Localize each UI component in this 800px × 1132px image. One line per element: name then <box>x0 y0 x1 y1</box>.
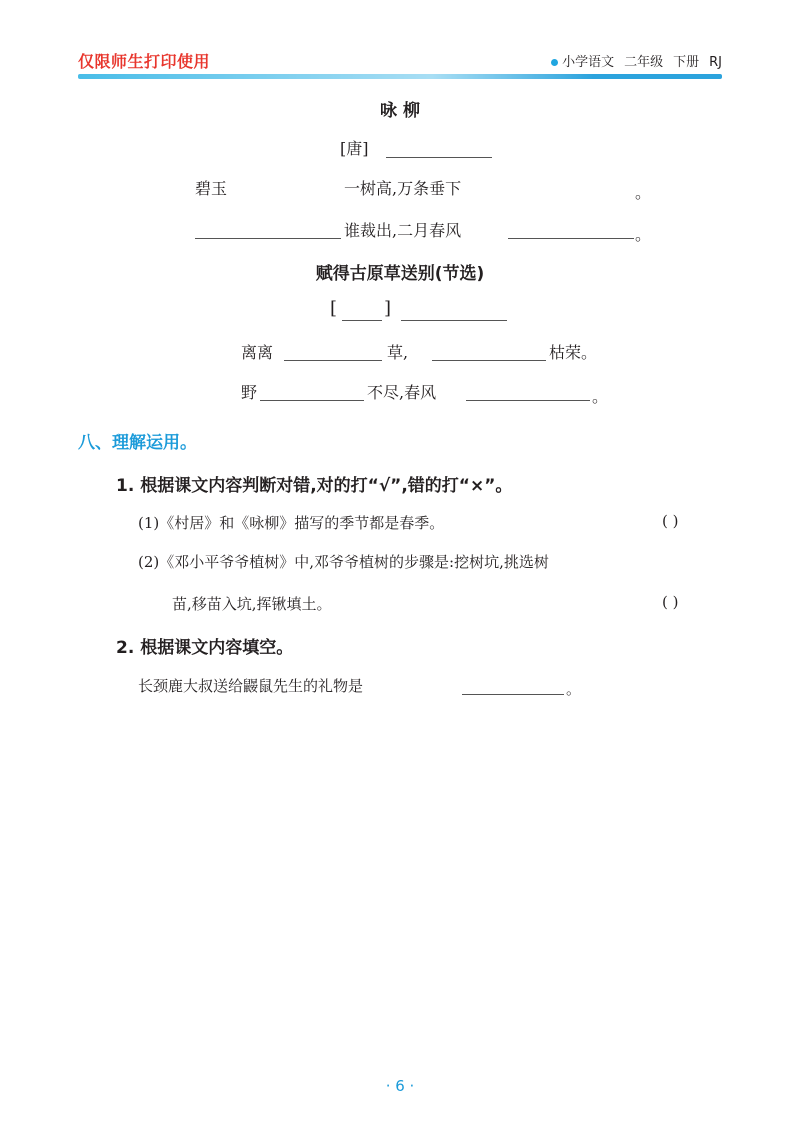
poem2-line2-blank-2[interactable] <box>466 400 590 401</box>
poem2-line2-end: 。 <box>592 387 609 406</box>
poem1-title: 咏 柳 <box>380 101 420 121</box>
question-1: 1. 根据课文内容判断对错,对的打“√”,错的打“×”。 <box>116 476 513 496</box>
poem2-line1-start: 离离 <box>241 343 274 362</box>
page-number: · 6 · <box>385 1077 415 1095</box>
poem2-bracket-open: [ <box>330 298 338 319</box>
poem2-line2-start: 野 <box>241 383 258 402</box>
q1-item-2-answer[interactable]: ( ) <box>662 593 679 611</box>
poem1-dynasty: [唐] <box>340 139 369 158</box>
header-subject: 小学语文 <box>562 55 615 70</box>
poem2-dynasty-blank[interactable] <box>342 320 382 321</box>
q1-item-1: (1)《村居》和《咏柳》描写的季节都是春季。 <box>138 514 445 532</box>
header-volume: 下册 <box>673 55 700 70</box>
q1-item-2: (2)《邓小平爷爷植树》中,邓爷爷植树的步骤是:挖树坑,挑选树 <box>138 553 549 571</box>
q1-item-1-answer[interactable]: ( ) <box>662 512 679 530</box>
poem2-bracket-close: ] <box>384 298 392 319</box>
bullet-icon <box>551 59 558 66</box>
poem2-title: 赋得古原草送别(节选) <box>315 264 485 284</box>
q2-answer-blank[interactable] <box>462 694 564 695</box>
poem2-line2-mid: 不尽,春风 <box>367 383 437 402</box>
poem1-line1-mid: 一树高,万条垂下 <box>344 179 462 198</box>
header-edition: RJ <box>709 55 722 70</box>
q1-item-2-cont: 苗,移苗入坑,挥锹填土。 <box>172 595 332 613</box>
header-info <box>541 51 722 70</box>
poem2-line1-end: 枯荣。 <box>549 343 598 362</box>
print-notice: 仅限师生打印使用 <box>78 52 211 71</box>
header-bar <box>78 74 722 79</box>
header-grade: 二年级 <box>624 55 664 70</box>
poem2-line1-blank-1[interactable] <box>284 360 382 361</box>
poem1-line2-mid: 谁裁出,二月春风 <box>344 221 462 240</box>
poem1-author-blank[interactable] <box>386 157 492 158</box>
poem1-line2-blank-2[interactable] <box>508 238 634 239</box>
poem1-line2-blank-1[interactable] <box>195 238 341 239</box>
q2-sentence: 长颈鹿大叔送给鼹鼠先生的礼物是 <box>138 677 364 695</box>
q2-end: 。 <box>566 680 582 698</box>
poem1-line2-end: 。 <box>635 225 652 244</box>
poem2-line2-blank-1[interactable] <box>260 400 364 401</box>
poem1-line1-end: 。 <box>635 183 652 202</box>
question-2: 2. 根据课文内容填空。 <box>116 638 294 658</box>
poem2-author-blank[interactable] <box>401 320 507 321</box>
poem2-line1-blank-2[interactable] <box>432 360 546 361</box>
section-heading: 八、理解运用。 <box>78 433 197 453</box>
poem1-line1-start: 碧玉 <box>195 179 228 198</box>
poem2-line1-mid: 草, <box>387 343 409 362</box>
